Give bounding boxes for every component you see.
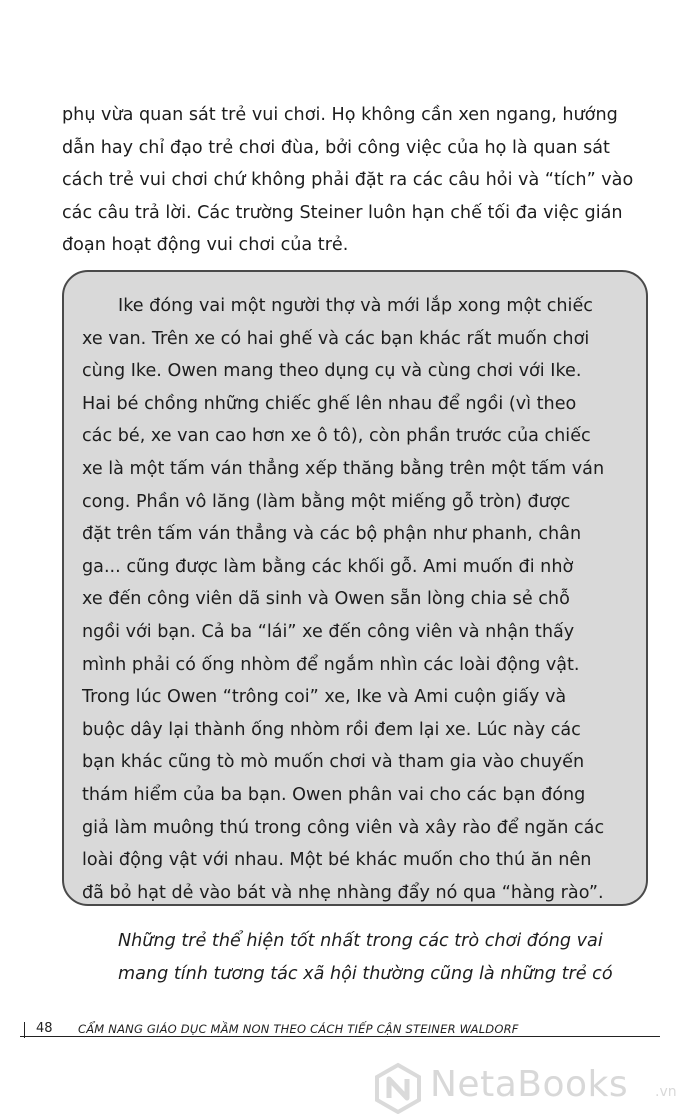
text-line: xe đến công viên dã sinh và Owen sẵn lòng chia sẻ chỗ [82, 589, 570, 610]
text-line: cùng Ike. Owen mang theo dụng cụ và cùng chơi với Ike. [82, 361, 582, 382]
text-line: buộc dây lại thành ống nhòm rồi đem lại xe. Lúc này các [82, 719, 581, 740]
netabooks-logo-icon [372, 1062, 424, 1114]
text-line: Ike đóng vai một người thợ và mới lắp xong một chiếc [118, 296, 593, 316]
text-line: mình phải có ống nhòm để ngắm nhìn các loài động vật. [82, 654, 580, 675]
text-line: ngồi với bạn. Cả ba “lái” xe đến công viên và nhận thấy [82, 621, 575, 642]
text-line: đoạn hoạt động vui chơi của trẻ. [62, 235, 349, 256]
text-line: bạn khác cũng tò mò muốn chơi và tham gia vào chuyến [82, 752, 585, 773]
watermark [372, 1062, 692, 1112]
text-line: Những trẻ thể hiện tốt nhất trong các trò chơi đóng vai [118, 931, 603, 951]
text-line: đã bỏ hạt dẻ vào bát và nhẹ nhàng đẩy nó qua “hàng rào”. [82, 882, 604, 903]
running-title: CẨM NANG GIÁO DỤC MẦM NON THEO CÁCH TIẾP CẬN STEINER WALDORF [78, 1022, 519, 1036]
text-line: Trong lúc Owen “trông coi” xe, Ike và Ami cuộn giấy và [82, 687, 567, 708]
text-line: cách trẻ vui chơi chứ không phải đặt ra các câu hỏi và “tích” vào [62, 170, 634, 191]
text-line: đặt trên tấm ván thẳng và các bộ phận như phanh, chân [82, 524, 582, 545]
watermark-suffix: .vn [655, 1084, 677, 1100]
text-line: các bé, xe van cao hơn xe ô tô), còn phần trước của chiếc [82, 426, 591, 447]
text-line: Hai bé chồng những chiếc ghế lên nhau để ngồi (vì theo [82, 393, 577, 414]
text-line: loài động vật với nhau. Một bé khác muốn cho thú ăn nên [82, 850, 592, 871]
text-line: phụ vừa quan sát trẻ vui chơi. Họ không cần xen ngang, hướng [62, 105, 618, 125]
text-line: ga... cũng được làm bằng các khối gỗ. Ami muốn đi nhờ [82, 556, 574, 577]
watermark-brand: NetaBooks [430, 1064, 629, 1105]
text-line: xe là một tấm ván thẳng xếp thăng bằng trên một tấm ván [82, 458, 605, 479]
text-line: thám hiểm của ba bạn. Owen phân vai cho các bạn đóng [82, 784, 586, 805]
text-line: dẫn hay chỉ đạo trẻ chơi đùa, bởi công việc của họ là quan sát [62, 137, 610, 158]
example-box-text [82, 290, 638, 909]
text-line: xe van. Trên xe có hai ghế và các bạn khác rất muốn chơi [82, 328, 590, 349]
italic-paragraph [118, 925, 658, 990]
text-line: giả làm muông thú trong công viên và xây rào để ngăn các [82, 817, 605, 838]
text-line: mang tính tương tác xã hội thường cũng là những trẻ có [118, 963, 613, 984]
footer-rule [20, 1036, 660, 1037]
page-number: 48 [36, 1021, 53, 1036]
text-line: các câu trả lời. Các trường Steiner luôn hạn chế tối đa việc gián [62, 202, 623, 223]
text-line: cong. Phần vô lăng (làm bằng một miếng gỗ tròn) được [82, 491, 571, 512]
intro-paragraph [62, 99, 662, 262]
